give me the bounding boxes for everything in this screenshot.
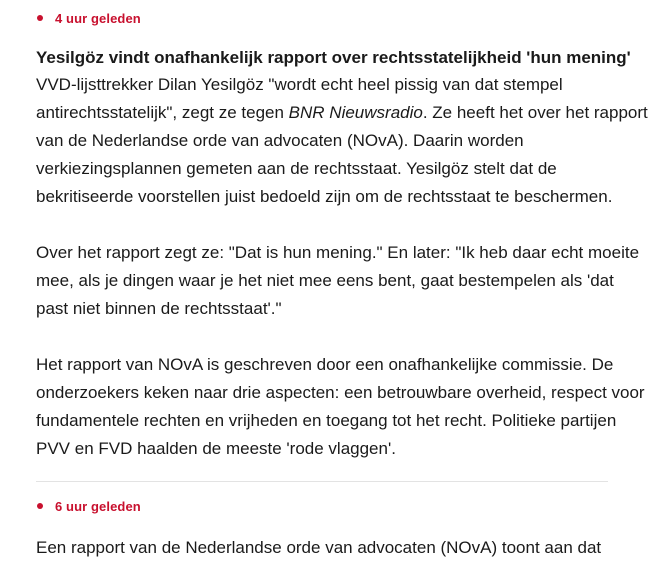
liveblog-entry: [36, 8, 648, 482]
entry-headline: Yesilgöz vindt onafhankelijk rapport over rechtsstatelijkheid 'hun mening': [36, 48, 631, 67]
entry-timestamp: [36, 8, 648, 28]
entry-timestamp: [36, 496, 648, 516]
liveblog-entry: [36, 496, 648, 562]
timestamp-label: 4 uur geleden: [55, 10, 141, 26]
entry-paragraph: Het rapport van NOvA is geschreven door een onafhankelijke commissie. De onderzoekers keken naar drie aspecten: een betrouwbare overheid, respect voor fundamentele rechten en vrijheden en toegang tot het recht. Politieke partijen PVV en FVD haalden de meeste 'rode vlaggen'.: [36, 355, 645, 458]
paragraph-text: . Ze heeft het over het rapport van de Nederlandse orde van advocaten (NOvA). Daarin worden verkiezingsplannen gemeten aan de rechtsstaat. Yesilgöz stelt dat de bekritiseerde voorstellen juist bedoeld zijn om de rechtsstaat te beschermen.: [36, 103, 648, 206]
timestamp-label: 6 uur geleden: [55, 498, 141, 514]
entry-paragraph: Een rapport van de Nederlandse orde van advocaten (NOvA) toont aan dat: [36, 538, 602, 557]
entry-divider: [36, 481, 608, 482]
entry-paragraph: [36, 71, 648, 211]
live-dot-icon: [37, 15, 43, 21]
live-dot-icon: [37, 503, 43, 509]
liveblog-feed: [36, 0, 648, 562]
source-name: BNR Nieuwsradio: [288, 103, 423, 122]
entry-paragraph: Over het rapport zegt ze: "Dat is hun mening." En later: "Ik heb daar echt moeite mee, als je dingen waar je het niet mee eens bent, gaat bestempelen als 'dat past niet binnen de rechtsstaat'.": [36, 243, 640, 318]
paragraph-text: VVD-lijsttrekker Dilan Yesilgöz "wordt echt heel pissig van dat stempel antirechtsstatelijk", zegt ze tegen: [36, 75, 563, 122]
